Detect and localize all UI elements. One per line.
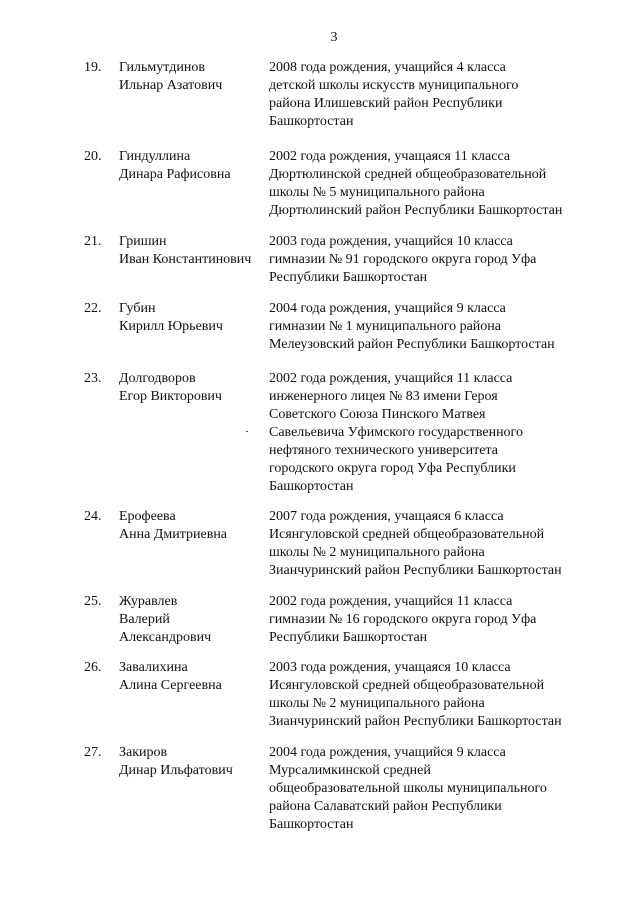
description-line: Зианчуринский район Республики Башкортостан bbox=[269, 563, 562, 578]
name-line: Ерофеева bbox=[119, 509, 176, 524]
description-line: детской школы искусств муниципального bbox=[269, 78, 519, 93]
entry-description bbox=[269, 148, 614, 220]
description-line: гимназии № 91 городского округа город Уфа bbox=[269, 252, 537, 267]
description-line: Советского Союза Пинского Матвея bbox=[269, 407, 486, 422]
description-line: Башкортостан bbox=[269, 479, 354, 494]
description-line: школы № 2 муниципального района bbox=[269, 545, 485, 560]
person-name bbox=[119, 300, 269, 336]
entry-description bbox=[269, 659, 614, 731]
description-line: Исянгуловской средней общеобразовательной bbox=[269, 527, 545, 542]
entry-description bbox=[269, 300, 614, 354]
name-line: Журавлев bbox=[119, 594, 178, 609]
description-line: 2002 года рождения, учащаяся 11 класса bbox=[269, 149, 511, 164]
entry-description bbox=[269, 59, 614, 131]
name-line: Иван Константинович bbox=[119, 252, 252, 267]
description-line: инженерного лицея № 83 имени Героя bbox=[269, 389, 498, 404]
entry-description bbox=[269, 370, 614, 496]
name-line: Гиндуллина bbox=[119, 149, 191, 164]
name-line: Динара Рафисовна bbox=[119, 167, 231, 182]
entry-number: 20. bbox=[84, 149, 102, 164]
scan-speck bbox=[246, 431, 248, 432]
description-line: городского округа город Уфа Республики bbox=[269, 461, 516, 476]
entry-description bbox=[269, 593, 614, 647]
person-name bbox=[119, 744, 269, 780]
name-line: Егор Викторович bbox=[119, 389, 222, 404]
description-line: общеобразовательной школы муниципального bbox=[269, 781, 547, 796]
name-line: Валерий bbox=[119, 612, 170, 627]
description-line: Башкортостан bbox=[269, 114, 354, 129]
person-name bbox=[119, 593, 269, 647]
description-line: 2003 года рождения, учащийся 10 класса bbox=[269, 234, 513, 249]
name-line: Губин bbox=[119, 301, 156, 316]
description-line: 2002 года рождения, учащийся 11 класса bbox=[269, 594, 513, 609]
description-line: Республики Башкортостан bbox=[269, 270, 428, 285]
entry-number: 27. bbox=[84, 745, 102, 760]
description-line: 2003 года рождения, учащаяся 10 класса bbox=[269, 660, 511, 675]
description-line: Зианчуринский район Республики Башкортостан bbox=[269, 714, 562, 729]
description-line: гимназии № 1 муниципального района bbox=[269, 319, 501, 334]
person-name bbox=[119, 370, 269, 406]
entry-number: 23. bbox=[84, 371, 102, 386]
entry-description bbox=[269, 233, 614, 287]
name-line: Алина Сергеевна bbox=[119, 678, 222, 693]
description-line: школы № 5 муниципального района bbox=[269, 185, 485, 200]
description-line: 2004 года рождения, учащийся 9 класса bbox=[269, 745, 506, 760]
entry-number: 19. bbox=[84, 60, 102, 75]
entry-description bbox=[269, 744, 614, 834]
description-line: гимназии № 16 городского округа город Уфа bbox=[269, 612, 537, 627]
description-line: Исянгуловской средней общеобразовательной bbox=[269, 678, 545, 693]
entry-number: 26. bbox=[84, 660, 102, 675]
description-line: нефтяного технического университета bbox=[269, 443, 498, 458]
description-line: 2002 года рождения, учащийся 11 класса bbox=[269, 371, 513, 386]
entry-number: 22. bbox=[84, 301, 102, 316]
name-line: Ильнар Азатович bbox=[119, 78, 223, 93]
entry-number: 24. bbox=[84, 509, 102, 524]
description-line: 2008 года рождения, учащийся 4 класса bbox=[269, 60, 506, 75]
description-line: Республики Башкортостан bbox=[269, 630, 428, 645]
name-line: Кирилл Юрьевич bbox=[119, 319, 223, 334]
name-line: Гришин bbox=[119, 234, 167, 249]
description-line: Мелеузовский район Республики Башкортостан bbox=[269, 337, 555, 352]
description-line: района Илишевский район Республики bbox=[269, 96, 503, 111]
entry-number: 21. bbox=[84, 234, 102, 249]
entry-number: 25. bbox=[84, 594, 102, 609]
description-line: района Салаватский район Республики bbox=[269, 799, 502, 814]
person-name bbox=[119, 508, 269, 544]
person-name bbox=[119, 233, 269, 269]
person-name bbox=[119, 59, 269, 95]
name-line: Закиров bbox=[119, 745, 168, 760]
description-line: школы № 2 муниципального района bbox=[269, 696, 485, 711]
person-name bbox=[119, 148, 269, 184]
name-line: Гильмутдинов bbox=[119, 60, 205, 75]
name-line: Долгодворов bbox=[119, 371, 196, 386]
description-line: 2004 года рождения, учащийся 9 класса bbox=[269, 301, 506, 316]
description-line: Савельевича Уфимского государственного bbox=[269, 425, 523, 440]
page-number: 3 bbox=[330, 30, 338, 45]
description-line: Дюртюлинский район Республики Башкортостан bbox=[269, 203, 563, 218]
name-line: Динар Ильфатович bbox=[119, 763, 233, 778]
name-line: Анна Дмитриевна bbox=[119, 527, 228, 542]
entry-description bbox=[269, 508, 614, 580]
name-line: Завалихина bbox=[119, 660, 188, 675]
person-name bbox=[119, 659, 269, 695]
name-line: Александрович bbox=[119, 630, 212, 645]
description-line: Мурсалимкинской средней bbox=[269, 763, 431, 778]
description-line: Дюртюлинской средней общеобразовательной bbox=[269, 167, 547, 182]
description-line: Башкортостан bbox=[269, 817, 354, 832]
description-line: 2007 года рождения, учащаяся 6 класса bbox=[269, 509, 504, 524]
